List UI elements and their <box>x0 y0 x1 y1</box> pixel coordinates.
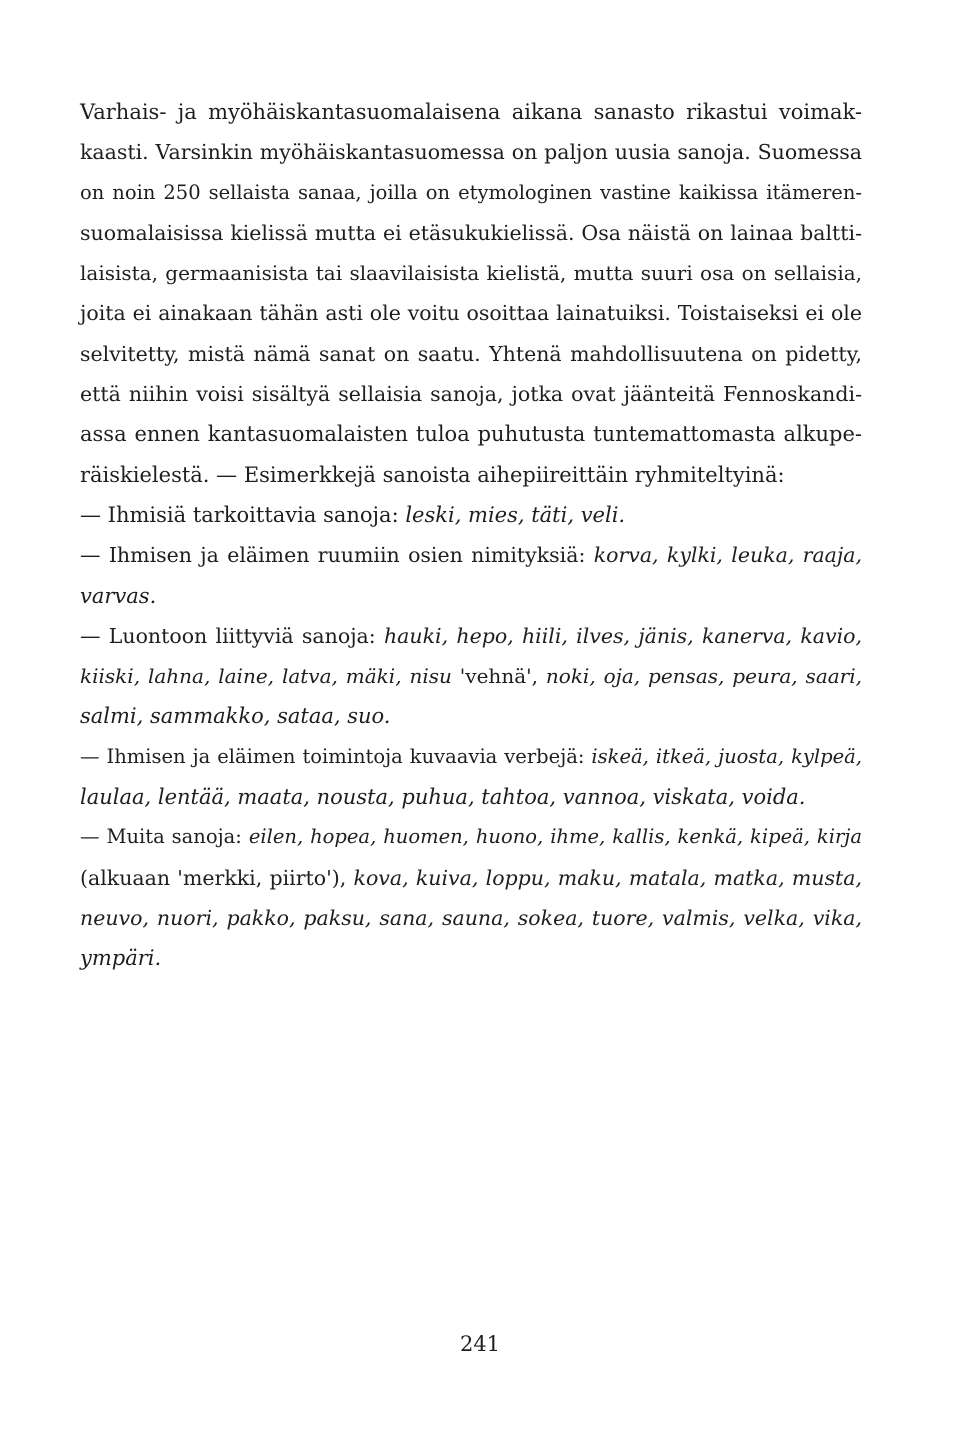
example-words: korva, kylki, leuka, raaja, <box>593 543 862 568</box>
list-item-continuation <box>80 576 862 616</box>
list-item-people <box>80 495 862 535</box>
example-words: iskeä, itkeä, juosta, kylpeä, <box>591 744 862 768</box>
paragraph-line: suomalaisissa kielissä mutta ei etäsukukielissä. Osa näistä on lainaa baltti- <box>80 220 862 245</box>
example-words: laulaa, lentää, maata, nousta, puhua, tahtoa, vannoa, viskata, voida. <box>80 785 806 810</box>
example-words: hauki, hepo, hiili, ilves, jänis, kanerva, kavio, <box>383 623 862 648</box>
list-item-continuation <box>80 898 862 938</box>
list-label: — Luontoon liittyviä sanoja: <box>80 623 384 648</box>
list-item-continuation <box>80 656 862 696</box>
paragraph-line: kaasti. Varsinkin myöhäiskantasuomessa on paljon uusia sanoja. Suomessa <box>80 140 862 165</box>
page-number: 241 <box>459 1332 501 1356</box>
list-item-continuation <box>80 777 862 817</box>
example-words: noki, oja, pensas, peura, saari, <box>545 664 862 689</box>
list-item-nature <box>80 616 862 656</box>
example-words: kova, kuiva, loppu, maku, matala, matka, musta, <box>353 865 862 890</box>
list-label: — Ihmisen ja eläimen ruumiin osien nimityksiä: <box>80 543 594 568</box>
example-words: varvas. <box>80 583 157 608</box>
paragraph-line: assa ennen kantasuomalaisten tuloa puhutusta tuntemattomasta alkupe- <box>80 422 862 447</box>
example-words: kiiski, lahna, laine, latva, mäki, nisu <box>80 664 452 689</box>
word-gloss: (alkuaan 'merkki, piirto'), <box>80 865 354 890</box>
paragraph-line: Varhais- ja myöhäiskantasuomalaisena aikana sanasto rikastui voimak- <box>80 100 862 124</box>
example-words: ympäri. <box>80 946 162 971</box>
list-item-verbs <box>80 737 862 777</box>
body-text <box>80 92 862 979</box>
paragraph-line: joita ei ainakaan tähän asti ole voitu osoittaa lainatuiksi. Toistaiseksi ei ole <box>80 301 862 326</box>
word-gloss: 'vehnä', <box>451 664 546 689</box>
list-label: — Muita sanoja: <box>80 825 249 849</box>
paragraph-line: on noin 250 sellaista sanaa, joilla on etymologinen vastine kaikissa itämeren- <box>80 180 862 204</box>
list-item-continuation <box>80 858 862 898</box>
paragraph-line: räiskielestä. — Esimerkkejä sanoista aihepiireittäin ryhmiteltyinä: <box>80 462 785 487</box>
list-label: — Ihmisiä tarkoittavia sanoja: <box>80 502 406 527</box>
example-words: eilen, hopea, huomen, huono, ihme, kallis, kenkä, kipeä, kirja <box>248 825 862 849</box>
example-words: neuvo, nuori, pakko, paksu, sana, sauna, sokea, tuore, valmis, velka, vika, <box>80 905 862 930</box>
list-item-continuation <box>80 938 862 978</box>
list-item-continuation <box>80 696 862 736</box>
example-words: salmi, sammakko, sataa, suo. <box>80 704 391 729</box>
list-item-other <box>80 817 862 857</box>
paragraph-line: selvitetty, mistä nämä sanat on saatu. Yhtenä mahdollisuutena on pidetty, <box>80 341 862 366</box>
list-label: — Ihmisen ja eläimen toimintoja kuvaavia verbejä: <box>80 744 592 768</box>
example-words: leski, mies, täti, veli. <box>405 502 626 527</box>
paragraph-line: laisista, germaanisista tai slaavilaisista kielistä, mutta suuri osa on sellaisia, <box>80 261 862 286</box>
list-item-body-parts <box>80 535 862 575</box>
paragraph-line: että niihin voisi sisältyä sellaisia sanoja, jotka ovat jäänteitä Fennoskandi- <box>80 382 862 407</box>
